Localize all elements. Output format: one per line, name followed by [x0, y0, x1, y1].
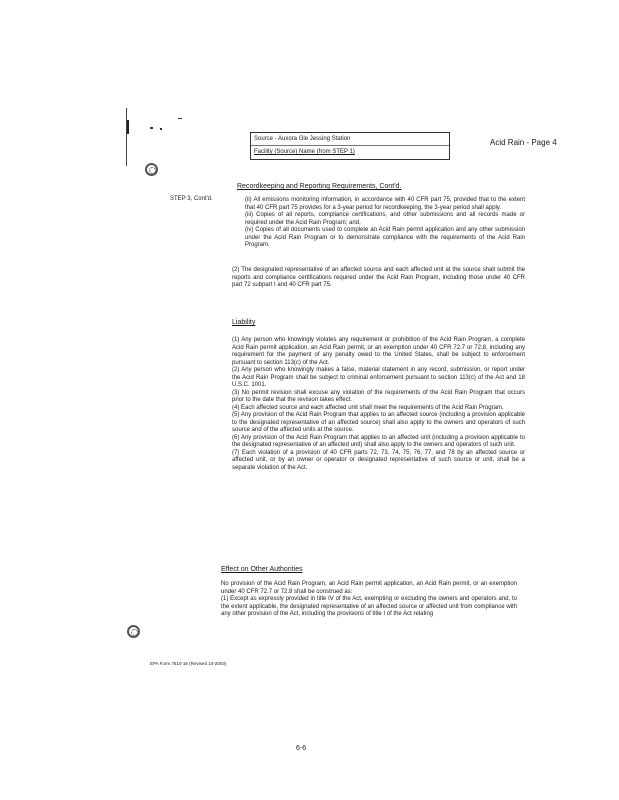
scan-speck: [150, 127, 153, 129]
recordkeeping-items: [245, 197, 525, 250]
step-label: STEP 3, Cont'd.: [170, 196, 213, 202]
facility-name-label: Facility (Source) Name (from STEP 1): [254, 149, 355, 155]
reporting-paragraph: (2) The designated representative of an affected source and each affected unit at the source shall submit the reports and compliance certifications required under the Acid Rain Program, including those under 40 CFR part 72 subpart I and 40 CFR part 75.: [232, 267, 525, 288]
liability-items: [232, 337, 525, 472]
other-authorities-text: [221, 581, 517, 619]
paragraph-line: (iii) Copies of all reports, compliance certifications, and other submissions and all records made or required under the Acid Rain Program; and,: [245, 212, 525, 226]
source-name-line: Source - Auxora Gle Jessing Station: [254, 136, 351, 142]
section-heading-liability: Liability: [232, 319, 256, 326]
paragraph-line: (6) Any provision of the Acid Rain Program that applies to an affected unit (including a provision applicable to the designated representative of an affected unit) shall also apply to the owners and operators of such unit.: [232, 434, 525, 448]
scan-speck: [160, 128, 162, 130]
paragraph-line: (ii) All emissions monitoring information, in accordance with 40 CFR part 75, provided that to the extent that 40 CFR part 75 provides for a 3-year period for recordkeeping, the 3-year period shall apply.: [245, 197, 525, 211]
paragraph-line: (4) Each affected source and each affected unit shall meet the requirements of the Acid Rain Program.: [232, 404, 504, 411]
page-label: Acid Rain - Page 4: [490, 138, 557, 147]
hole-punch-mark-icon: [127, 625, 140, 638]
scan-edge-mark: [126, 108, 127, 166]
section-heading-recordkeeping: Recordkeeping and Reporting Requirements, Cont'd.: [237, 183, 402, 190]
scan-speck: [178, 118, 182, 119]
paragraph-line: (7) Each violation of a provision of 40 CFR parts 72, 73, 74, 75, 76, 77, and 78 by an affected source or affected unit, or by an owner or operator or designated representative of such source or unit, shall be a separate violation of the Act.: [232, 449, 525, 471]
paragraph-line: (1) Any person who knowingly violates any requirement or prohibition of the Acid Rain Program, a complete Acid Rain permit application, an Acid Rain permit, or an exemption under 40 CFR 72.7 or 72.8, including any requirement for the payment of any penalty owed to the United States, shall be subject to enforcement pursuant to section 113(c) of the Act.: [232, 337, 525, 366]
paragraph-line: (2) Any person who knowingly makes a false, material statement in any record, submission, or report under the Acid Rain Program shall be subject to criminal enforcement pursuant to section 113(c) of the Act and 18 U.S.C. 1001.: [232, 367, 525, 388]
form-identifier: EPA Form 7610-16 (Revised 10-2003): [150, 661, 227, 666]
section-heading-other-authorities: Effect on Other Authorities: [221, 566, 303, 573]
box-divider: [251, 145, 449, 146]
paragraph-line: (3) No permit revision shall excuse any violation of the requirements of the Acid Rain Program that occurs prior to the date that the revision takes effect.: [232, 389, 525, 403]
paragraph-line: (5) Any provision of the Acid Rain Program that applies to an affected source (including a provision applicable to the designated representative of an affected source) shall also apply to the owners and operators of such source and of the affected units at the source.: [232, 412, 525, 433]
paragraph-line: (iv) Copies of all documents used to complete an Acid Rain permit application and any other submission under the Acid Rain Program or to demonstrate compliance with the requirements of the Acid Rain Program.: [245, 227, 525, 248]
paragraph-line: No provision of the Acid Rain Program, an Acid Rain permit application, an Acid Rain permit, or an exemption under 40 CFR 72.7 or 72.8 shall be construed as:: [221, 581, 517, 595]
hole-punch-mark-icon: [145, 163, 158, 176]
facility-name-box: [250, 132, 450, 160]
scan-edge-mark: [127, 120, 129, 134]
page-number: 6-6: [296, 745, 307, 752]
paragraph-line: (1) Except as expressly provided in title IV of the Act, exempting or excluding the owners and operators and, to the extent applicable, the designated representative of an affected source or affected unit from compliance with any other provision of the Act, including the provisions of title I of the Act relating: [221, 596, 517, 617]
